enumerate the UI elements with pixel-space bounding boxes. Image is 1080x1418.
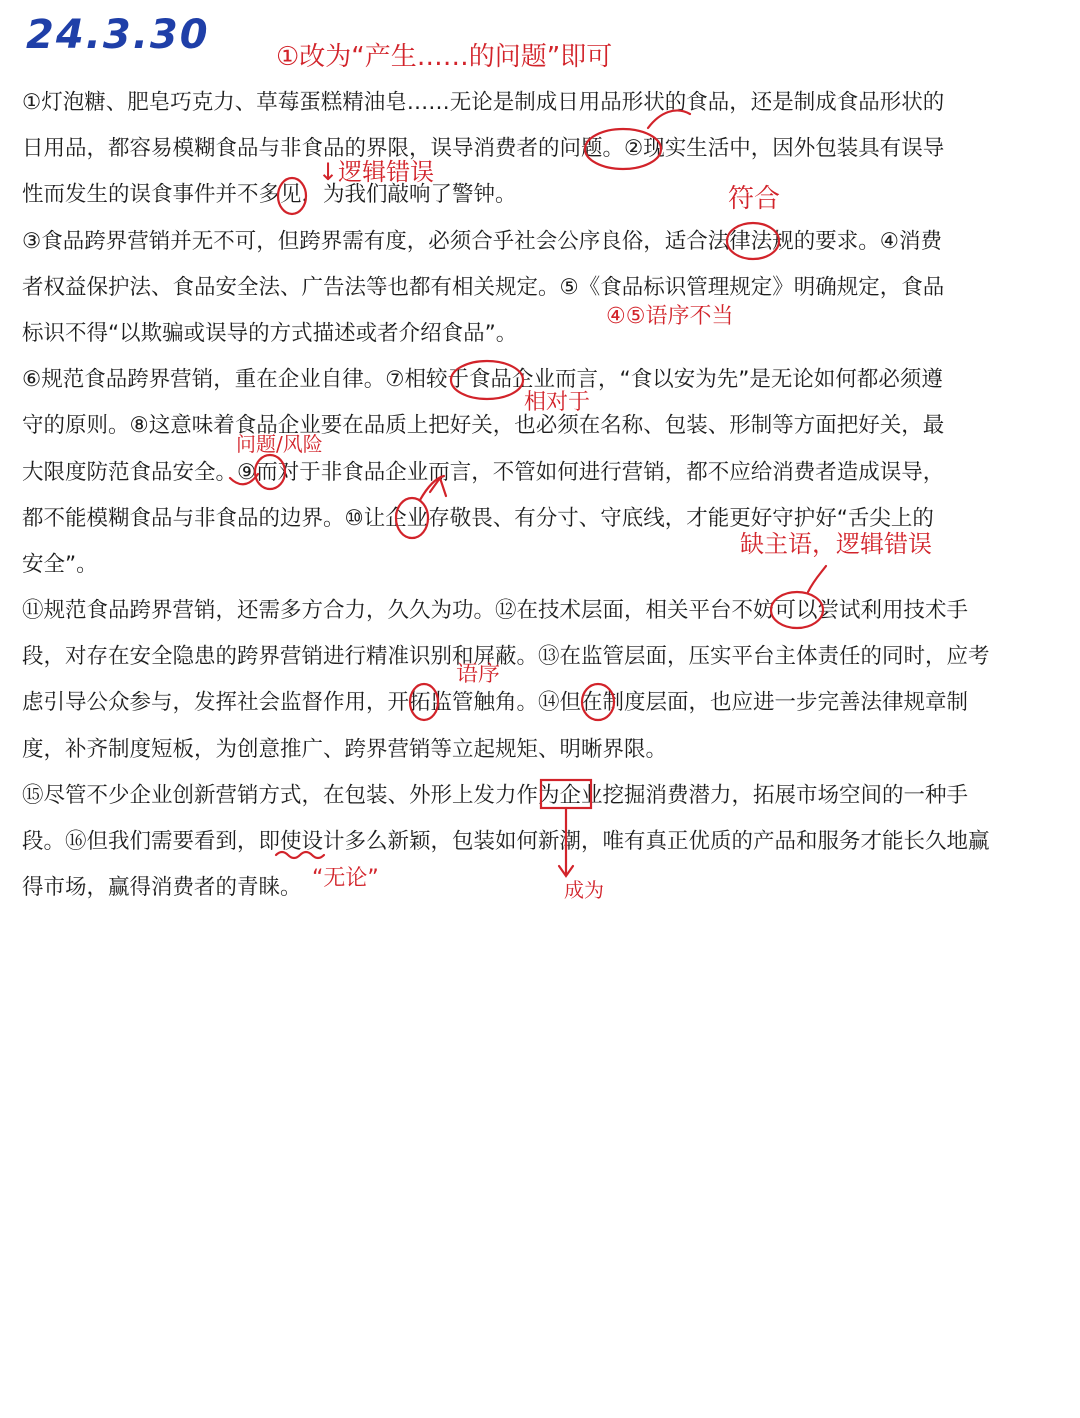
text-line: ⑥规范食品跨界营销，重在企业自律。⑦相较于食品企业而言，“食以安为先”是无论如何都必须遵 <box>22 367 943 393</box>
text-line: 安全”。 <box>22 551 98 577</box>
text-line: ③食品跨界营销并无不可，但跨界需有度，必须合乎社会公序良俗，适合法律法规的要求。④消费 <box>22 228 943 254</box>
text-line: ⑮尽管不少企业创新营销方式，在包装、外形上发力作为企业挖掘消费潜力，拓展市场空间的一种手 <box>22 782 969 808</box>
document-body <box>22 80 1052 911</box>
text-line: 度，补齐制度短板，为创意推广、跨界营销等立起规矩、明晰界限。 <box>22 736 668 762</box>
text-line: 标识不得“以欺骗或误导的方式描述或者介绍食品”。 <box>22 320 518 346</box>
text-line: 段。⑯但我们需要看到，即使设计多么新颖，包装如何新潮，唯有真正优质的产品和服务才能长久地赢 <box>22 829 990 854</box>
annotation-note: ①改为“产生……的问题”即可 <box>276 42 613 72</box>
text-line: ⑪规范食品跨界营销，还需多方合力，久久为功。⑫在技术层面，相关平台不妨可以尝试利用技术手 <box>22 598 969 624</box>
text-line: 得市场，赢得消费者的青睐。 <box>22 875 302 901</box>
annotation-note: 缺主语，逻辑错误 <box>740 530 932 558</box>
annotation-note: 成为 <box>564 878 604 902</box>
text-line: 守的原则。⑧这意味着食品企业要在品质上把好关，也必须在名称、包装、形制等方面把好关，最 <box>22 413 945 439</box>
text-line: 段，对存在安全隐患的跨界营销进行精准识别和屏蔽。⑬在监管层面，压实平台主体责任的同时，应考 <box>22 644 990 670</box>
annotation-note: ↓逻辑错误 <box>318 158 435 186</box>
text-line: 日用品，都容易模糊食品与非食品的界限，误导消费者的问题。②现实生活中，因外包装具有误导 <box>22 136 945 162</box>
text-line: 性而发生的误食事件并不多见，为我们敲响了警钟。 <box>22 182 517 208</box>
text-line: 大限度防范食品安全。⑨而对于非食品企业而言，不管如何进行营销，都不应给消费者造成误导， <box>22 459 945 485</box>
annotation-note: 问题/风险 <box>236 432 323 456</box>
text-line: ①灯泡糖、肥皂巧克力、草莓蛋糕精油皂……无论是制成日用品形状的食品，还是制成食品形状的 <box>22 90 945 115</box>
annotation-note: 符合 <box>728 184 781 214</box>
annotation-note: 相对于 <box>524 390 591 415</box>
text-line: 虑引导公众参与，发挥社会监督作用，开拓监管触角。⑭但在制度层面，也应进一步完善法律规章制 <box>22 690 969 716</box>
annotation-note: “无论” <box>312 866 379 891</box>
text-line: 都不能模糊食品与非食品的边界。⑩让企业存敬畏、有分寸、守底线，才能更好守护好“舌尖上的 <box>22 505 934 531</box>
text-line: 者权益保护法、食品安全法、广告法等也都有相关规定。⑤《食品标识管理规定》明确规定，食品 <box>22 274 945 300</box>
handwritten-date: 24.3.30 <box>26 12 210 58</box>
annotation-note: 语序 <box>456 662 501 687</box>
annotation-note: ④⑤语序不当 <box>606 304 734 329</box>
